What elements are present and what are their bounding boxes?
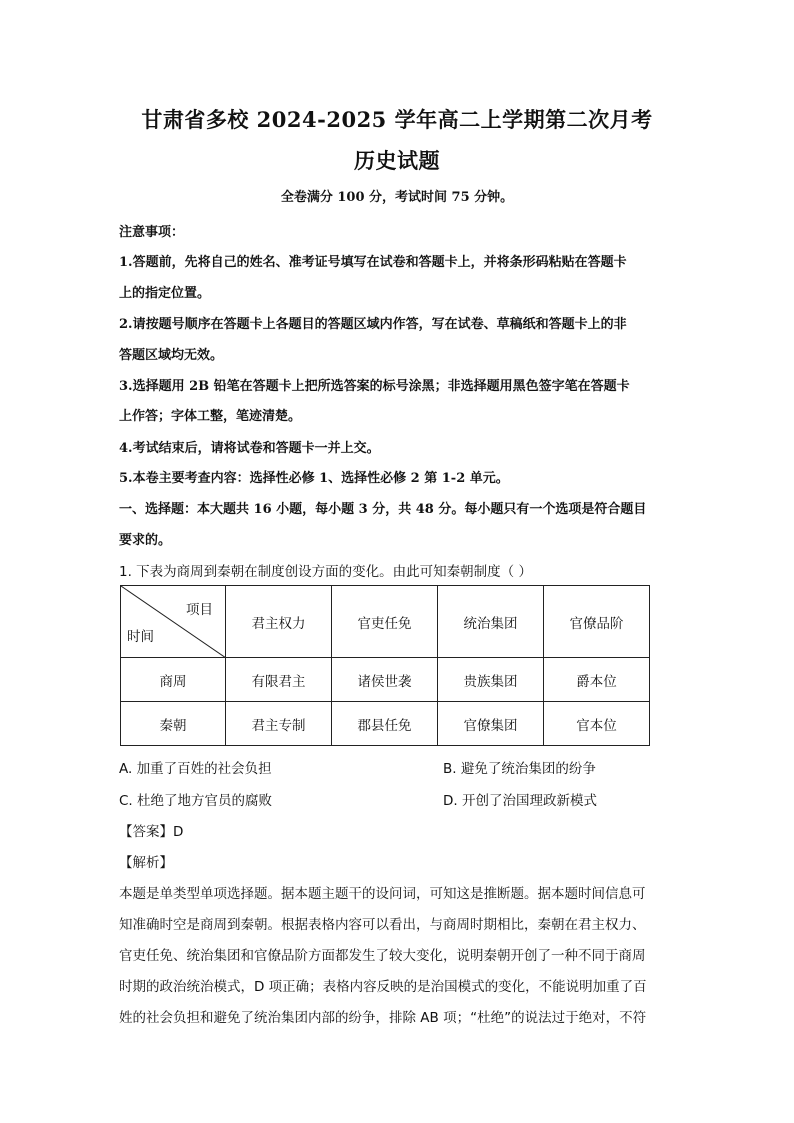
table-header-cell: 官吏任免	[332, 586, 438, 658]
option-d: D. 开创了治国理政新模式	[443, 793, 597, 809]
note-5: 5.本卷主要考查内容：选择性必修 1、选择性必修 2 第 1-2 单元。	[119, 471, 509, 486]
analysis-line: 知准确时空是商周到秦朝。根据表格内容可以看出，与商周时期相比，秦朝在君主权力、	[119, 917, 646, 933]
option-a: A. 加重了百姓的社会负担	[119, 761, 272, 777]
section-1-line-2: 要求的。	[119, 533, 172, 548]
note-2-line-1: 2.请按题号顺序在答题卡上各题目的答题区域内作答，写在试卷、草稿纸和答题卡上的非	[119, 317, 627, 332]
analysis-line: 官吏任免、统治集团和官僚品阶方面都发生了较大变化，说明秦朝开创了一种不同于商周	[119, 948, 646, 964]
table-cell: 诸侯世袭	[332, 658, 438, 702]
table-corner-cell	[121, 586, 226, 658]
analysis-line: 时期的政治统治模式，D 项正确；表格内容反映的是治国模式的变化，不能说明加重了百	[119, 979, 647, 995]
analysis-line: 本题是单类型单项选择题。据本题主题干的设问词，可知这是推断题。据本题时间信息可	[119, 886, 646, 902]
note-1-line-2: 上的指定位置。	[119, 286, 211, 301]
table-header-cell: 君主权力	[226, 586, 332, 658]
answer-label: 【答案】D	[119, 824, 184, 840]
table-cell: 郡县任免	[332, 702, 438, 746]
question-1-table	[120, 585, 650, 746]
table-header-cell: 官僚品阶	[544, 586, 650, 658]
question-1-stem: 1. 下表为商周到秦朝在制度创设方面的变化。由此可知秦朝制度（ ）	[119, 564, 532, 580]
analysis-heading: 【解析】	[119, 855, 173, 871]
notes-heading: 注意事项：	[119, 225, 185, 240]
table-cell: 君主专制	[226, 702, 332, 746]
table-cell: 官本位	[544, 702, 650, 746]
corner-bottom-label: 时间	[127, 629, 154, 645]
note-2-line-2: 答题区域均无效。	[119, 348, 224, 363]
table-row	[121, 702, 650, 746]
table-cell: 爵本位	[544, 658, 650, 702]
exam-info: 全卷满分 100 分，考试时间 75 分钟。	[280, 190, 514, 205]
subject-title: 历史试题	[354, 148, 440, 173]
option-b: B. 避免了统治集团的纷争	[443, 761, 596, 777]
table-row	[121, 658, 650, 702]
table-row-label: 秦朝	[121, 702, 226, 746]
note-3-line-2: 上作答；字体工整，笔迹清楚。	[119, 409, 302, 424]
section-1-line-1: 一、选择题：本大题共 16 小题，每小题 3 分，共 48 分。每小题只有一个选项是符合题目	[119, 502, 647, 517]
note-4: 4.考试结束后，请将试卷和答题卡一并上交。	[119, 441, 380, 456]
table-cell: 官僚集团	[438, 702, 544, 746]
exam-title: 甘肃省多校 2024-2025 学年高二上学期第二次月考	[141, 107, 653, 132]
table-header-cell: 统治集团	[438, 586, 544, 658]
table-row-label: 商周	[121, 658, 226, 702]
note-1-line-1: 1.答题前，先将自己的姓名、准考证号填写在试卷和答题卡上，并将条形码粘贴在答题卡	[119, 255, 627, 270]
option-c: C. 杜绝了地方官员的腐败	[119, 793, 273, 809]
corner-top-label: 项目	[186, 602, 213, 618]
table-cell: 贵族集团	[438, 658, 544, 702]
diagonal-line	[121, 586, 226, 658]
table-header-row	[121, 586, 650, 658]
analysis-line: 姓的社会负担和避免了统治集团内部的纷争，排除 AB 项；“杜绝”的说法过于绝对，不符	[119, 1010, 647, 1026]
table-cell: 有限君主	[226, 658, 332, 702]
note-3-line-1: 3.选择题用 2B 铅笔在答题卡上把所选答案的标号涂黑；非选择题用黑色签字笔在答题卡	[119, 379, 630, 394]
